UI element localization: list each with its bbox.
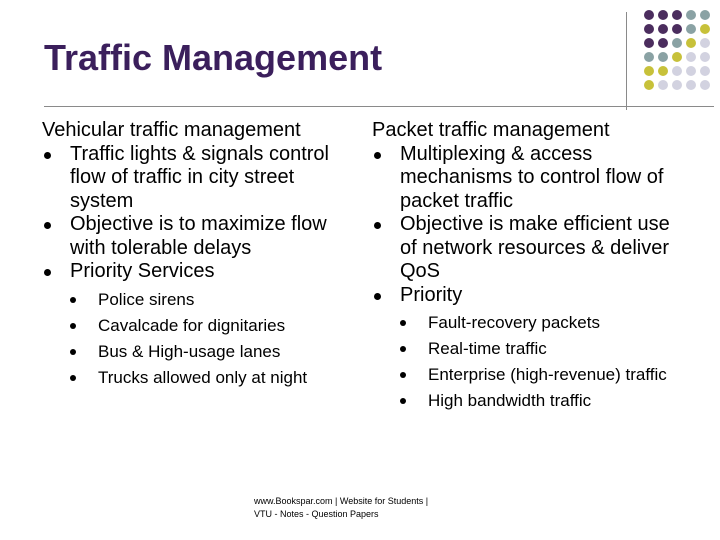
dot (672, 52, 682, 62)
packet-heading: Packet traffic management (372, 119, 610, 141)
list-item (372, 391, 672, 410)
list-item (42, 290, 352, 309)
bullet-dot-icon (400, 372, 406, 378)
dot (658, 80, 668, 90)
vehicular-sub-bullet-list (42, 290, 352, 387)
bullet-dot-icon (374, 152, 381, 159)
bullet-text: Objective is make efficient use of network resources & deliver QoS (400, 213, 670, 282)
dot (658, 38, 668, 48)
bullet-dot-icon (44, 222, 51, 229)
dot (686, 80, 696, 90)
dot (700, 10, 710, 20)
dot (672, 38, 682, 48)
list-item (42, 316, 352, 335)
bullet-dot-icon (44, 269, 51, 276)
sub-bullet-text: High bandwidth traffic (428, 391, 592, 410)
vehicular-bullet-list (42, 143, 352, 284)
packet-sub-bullet-list (372, 313, 672, 410)
dot (686, 10, 696, 20)
sub-bullet-text: Enterprise (high-revenue) traffic (428, 365, 667, 384)
footer-line: www.Bookspar.com | Website for Students | (254, 496, 429, 506)
title-vertical-rule (626, 12, 627, 110)
bullet-dot-icon (70, 375, 76, 381)
dot (644, 10, 654, 20)
title-horizontal-rule (44, 106, 714, 107)
sub-bullet-text: Police sirens (98, 289, 195, 309)
sub-bullet-text: Trucks allowed only at night (98, 367, 308, 387)
bullet-dot-icon (44, 152, 51, 159)
dot (644, 66, 654, 76)
dot (658, 24, 668, 34)
dot (644, 38, 654, 48)
bullet-dot-icon (400, 346, 406, 352)
bullet-text: Priority (400, 283, 463, 306)
dot (672, 80, 682, 90)
dot (644, 24, 654, 34)
bullet-dot-icon (374, 222, 381, 229)
dot (700, 66, 710, 76)
list-item (372, 143, 672, 214)
bullet-text: Priority Services (70, 260, 215, 282)
dot (658, 66, 668, 76)
dot (672, 24, 682, 34)
list-item (372, 284, 672, 308)
dot (686, 52, 696, 62)
dot (700, 24, 710, 34)
list-item (372, 339, 672, 358)
bullet-dot-icon (400, 320, 406, 326)
list-item (42, 260, 352, 284)
bullet-dot-icon (374, 293, 381, 300)
sub-bullet-text: Fault-recovery packets (428, 313, 600, 332)
dot (686, 24, 696, 34)
bullet-text: Multiplexing & access mechanisms to control flow of packet traffic (400, 142, 664, 212)
slide-title: Traffic Management (44, 37, 383, 78)
list-item (42, 342, 352, 361)
bullet-dot-icon (70, 349, 76, 355)
sub-bullet-text: Cavalcade for dignitaries (98, 315, 286, 335)
list-item (42, 143, 352, 214)
packet-traffic-column (372, 119, 672, 417)
dot (700, 80, 710, 90)
list-item (42, 368, 352, 387)
list-item (372, 365, 672, 384)
footer-line: VTU - Notes - Question Papers (254, 509, 379, 519)
packet-bullet-list (372, 143, 672, 308)
dot (644, 80, 654, 90)
slide-footer (254, 495, 474, 521)
dot (658, 52, 668, 62)
dot (672, 10, 682, 20)
sub-bullet-text: Real-time traffic (428, 339, 547, 358)
dot (686, 66, 696, 76)
bullet-text: Traffic lights & signals control flow of traffic in city street system (70, 142, 329, 212)
dot (686, 38, 696, 48)
bullet-dot-icon (400, 398, 406, 404)
vehicular-traffic-column (42, 119, 352, 394)
vehicular-heading: Vehicular traffic management (42, 119, 301, 141)
list-item (42, 213, 352, 260)
dot (644, 52, 654, 62)
decorative-dot-grid (638, 10, 720, 100)
dot (700, 38, 710, 48)
bullet-dot-icon (70, 297, 76, 303)
sub-bullet-text: Bus & High-usage lanes (98, 341, 281, 361)
bullet-dot-icon (70, 323, 76, 329)
bullet-text: Objective is to maximize flow with tolerable delays (70, 213, 327, 259)
list-item (372, 213, 672, 284)
dot (672, 66, 682, 76)
list-item (372, 313, 672, 332)
dot (700, 52, 710, 62)
dot (658, 10, 668, 20)
